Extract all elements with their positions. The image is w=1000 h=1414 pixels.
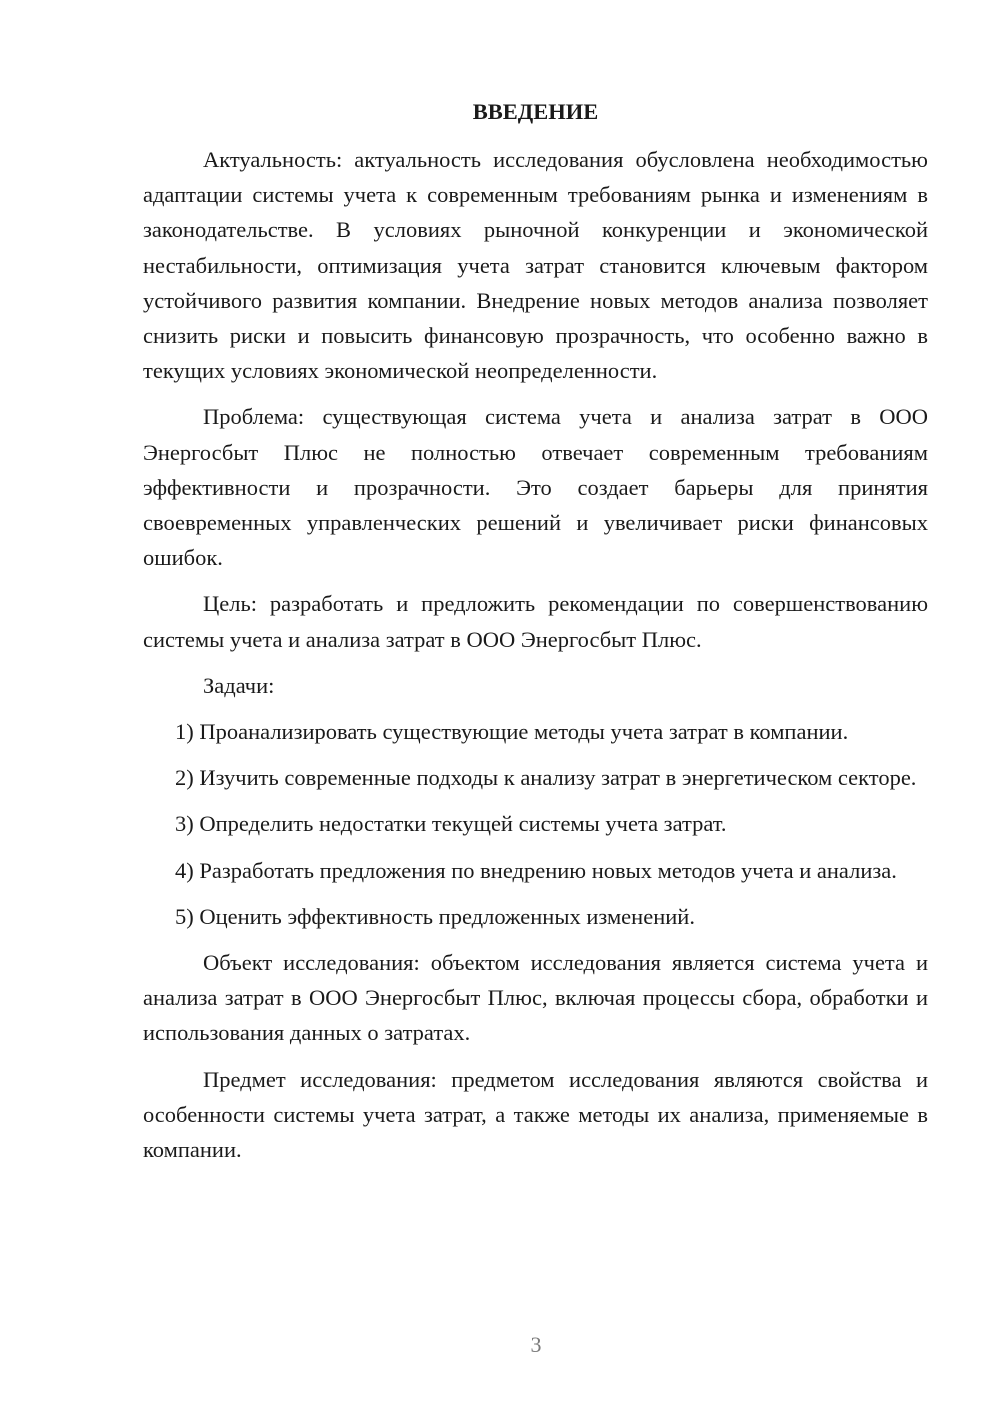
section-heading: ВВЕДЕНИЕ <box>472 99 599 124</box>
task-item-3: 3) Определить недостатки текущей системы учета затрат. <box>175 811 727 837</box>
task-item-2: 2) Изучить современные подходы к анализу затрат в энергетическом секторе. <box>175 765 917 791</box>
paragraph-relevance: Актуальность: актуальность исследования обусловлена необходимостью адаптации системы учета к современным требованиям рынка и изменениям в законодательстве. В условиях рыночной конкуренции и экономической нестабильности, оптимизация учета затрат становится ключевым фактором устойчивого развития компании. Внедрение новых методов анализа позволяет снизить риски и повысить финансовую прозрачность, что особенно важно в текущих условиях экономической неопределенности. <box>143 147 928 384</box>
task-item-4: 4) Разработать предложения по внедрению новых методов учета и анализа. <box>175 857 897 883</box>
task-item-1: 1) Проанализировать существующие методы учета затрат в компании. <box>175 719 849 745</box>
paragraph-subject: Предмет исследования: предметом исследования являются свойства и особенности системы учета затрат, а также методы их анализа, применяемые в компании. <box>143 1066 928 1163</box>
paragraph-object: Объект исследования: объектом исследования является система учета и анализа затрат в ООО Энергосбыт Плюс, включая процессы сбора, обработки и использования данных о затратах. <box>143 950 928 1046</box>
page-content <box>143 94 928 1178</box>
page-number: 3 <box>530 1332 542 1357</box>
paragraph-problem: Проблема: существующая система учета и анализа затрат в ООО Энергосбыт Плюс не полностью отвечает современным требованиям эффективности и прозрачности. Это создает барьеры для принятия своевременных управленческих решений и увеличивает риски финансовых ошибок. <box>143 404 928 571</box>
tasks-label: Задачи: <box>203 672 275 698</box>
task-item-5: 5) Оценить эффективность предложенных изменений. <box>175 903 695 929</box>
paragraph-goal: Цель: разработать и предложить рекомендации по совершенствованию системы учета и анализа затрат в ООО Энергосбыт Плюс. <box>143 591 928 652</box>
